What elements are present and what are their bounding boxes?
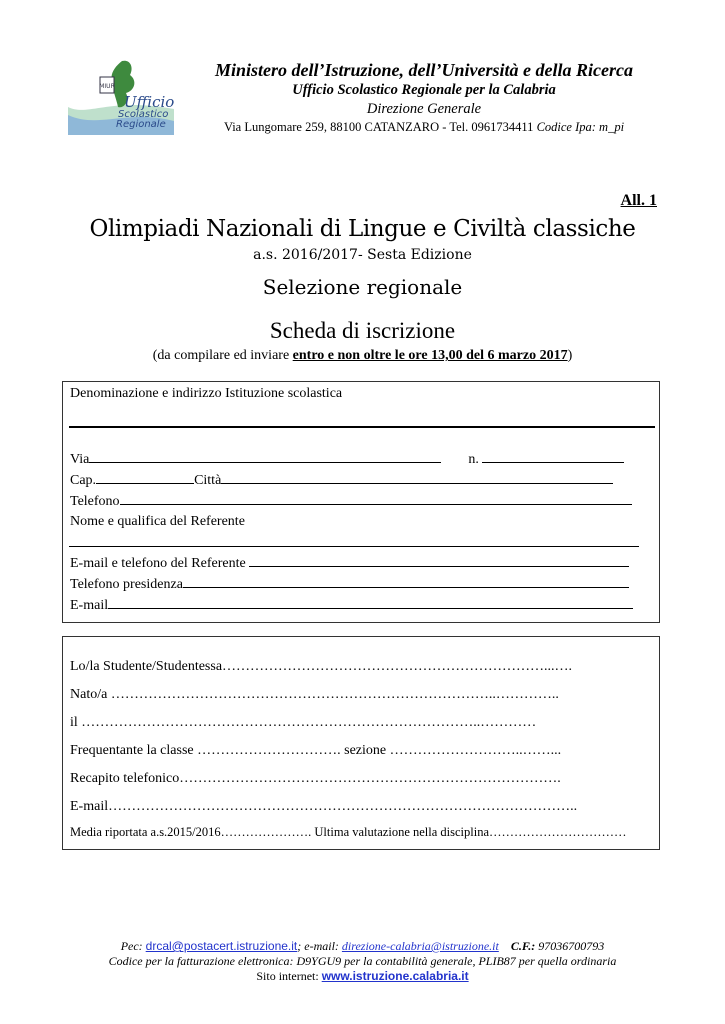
referent-contact-label: E-mail e telefono del Referente — [70, 556, 246, 571]
edition-subtitle: a.s. 2016/2017- Sesta Edizione — [253, 247, 472, 263]
student-name-field[interactable]: Lo/la Studente/Studentessa……………………………………………………………...…. — [70, 659, 573, 674]
birthplace-field[interactable]: Nato/a ………………………………………………………………………..………….. — [70, 687, 559, 702]
address-line — [190, 120, 658, 135]
birthdate-field[interactable]: il …………………………………………………………………………..………… — [70, 715, 537, 730]
form-title: Scheda di iscrizione — [269, 318, 456, 343]
via-label: Via — [70, 452, 90, 467]
school-name-field[interactable] — [69, 426, 655, 428]
referent-label: Nome e qualifica del Referente — [70, 514, 245, 529]
number-field[interactable] — [482, 451, 624, 463]
class-section-field[interactable]: Frequentante la classe …………………………. sezione ………………………..……... — [70, 743, 562, 758]
via-row — [70, 451, 624, 468]
deadline: entro e non oltre le ore 13,00 del 6 marzo 2017 — [292, 348, 568, 363]
phone-label: Telefono — [70, 494, 120, 509]
number-label: n. — [468, 452, 479, 467]
footer-contacts — [0, 939, 725, 954]
note-pre: (da compilare ed inviare — [152, 348, 293, 363]
phone-row — [70, 493, 632, 510]
svg-text:Scolastico: Scolastico — [118, 109, 169, 120]
event-title: Olimpiadi Nazionali di Lingue e Civiltà classiche — [89, 216, 636, 242]
website-line — [0, 969, 725, 984]
email-field[interactable] — [108, 597, 633, 609]
school-info-box — [62, 381, 660, 623]
presidency-phone-field[interactable] — [183, 576, 629, 588]
email-label-footer: ; e-mail: — [297, 939, 342, 953]
website-link[interactable]: www.istruzione.calabria.it — [321, 969, 469, 983]
cf-value: 97036700793 — [535, 939, 605, 953]
student-email-field[interactable]: E-mail……………………………………………………………………………………….. — [70, 799, 578, 814]
phone-field[interactable] — [120, 493, 632, 505]
svg-text:MIUR: MIUR — [99, 83, 115, 90]
note-post: ) — [567, 348, 573, 363]
email-link[interactable]: direzione-calabria@istruzione.it — [341, 939, 499, 953]
cap-row — [70, 472, 613, 489]
selection-title: Selezione regionale — [262, 275, 463, 299]
ministry-name: Ministero dell’Istruzione, dell’Università e della Ricerca — [215, 60, 633, 80]
attachment-label: All. 1 — [620, 192, 657, 209]
cap-field[interactable] — [96, 472, 194, 484]
referent-contact-row — [70, 555, 629, 572]
regional-office: Ufficio Scolastico Regionale per la Calabria — [292, 82, 556, 98]
referent-field[interactable] — [69, 546, 639, 547]
phone-contact-field[interactable]: Recapito telefonico………………………………………………………………………. — [70, 771, 561, 786]
presidency-phone-row — [70, 576, 629, 593]
pec-label: Pec: — [120, 939, 146, 953]
svg-text:Regionale: Regionale — [116, 119, 166, 130]
invoice-codes: Codice per la fatturazione elettronica: D9YGU9 per la contabilità generale, PLIB87 per quella ordinaria — [108, 954, 617, 968]
via-field[interactable] — [89, 451, 441, 463]
cf-label: C.F.: — [510, 939, 536, 953]
student-info-box — [62, 636, 660, 850]
site-label: Sito internet: — [256, 969, 322, 983]
email-label: E-mail — [70, 598, 109, 613]
grades-field[interactable]: Media riportata a.s.2015/2016…………………. Ultima valutazione nella disciplina…………………………… — [70, 825, 627, 839]
city-label: Città — [194, 473, 222, 488]
cap-label: Cap. — [70, 473, 97, 488]
ufficio-scolastico-logo — [68, 57, 174, 135]
address: Via Lungomare 259, 88100 CATANZARO - Tel. 0961734411 — [223, 120, 534, 134]
referent-contact-field[interactable] — [249, 555, 629, 567]
presidency-phone-label: Telefono presidenza — [70, 577, 183, 592]
email-row — [70, 597, 633, 614]
pec-link[interactable]: drcal@postacert.istruzione.it — [145, 939, 298, 953]
ipa-code: Codice Ipa: m_pi — [536, 120, 625, 134]
city-field[interactable] — [221, 472, 613, 484]
svg-text:Ufficio: Ufficio — [124, 93, 174, 111]
deadline-note — [0, 348, 725, 364]
school-heading: Denominazione e indirizzo Istituzione scolastica — [70, 386, 343, 401]
direction: Direzione Generale — [366, 101, 482, 117]
